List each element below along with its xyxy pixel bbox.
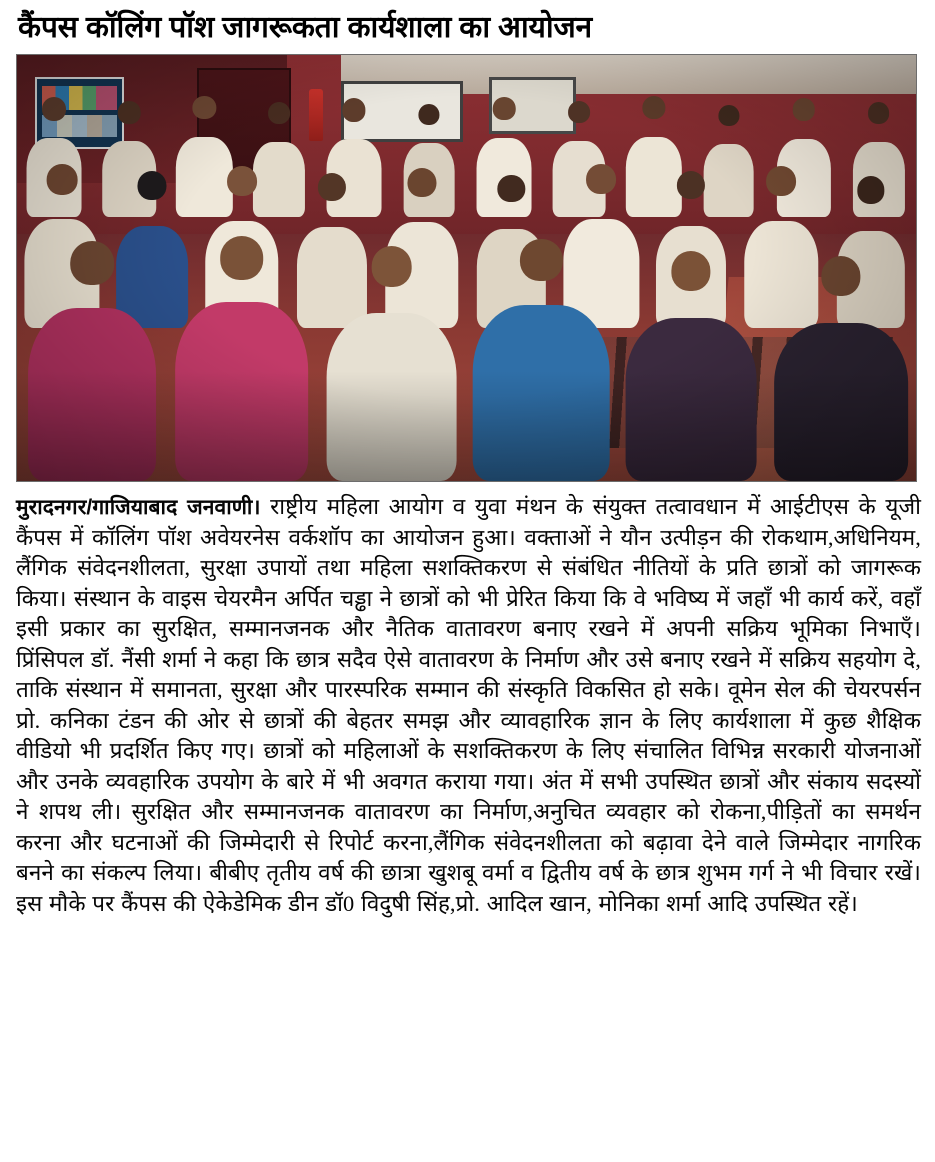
- article-body-text: राष्ट्रीय महिला आयोग व युवा मंथन के संयुक्त तत्वावधान में आईटीएस के यूजी कैंपस में कॉलिंग पॉश अवेयरनेस वर्कशॉप का आयोजन हुआ। वक्ताओं ने यौन उत्पीड़न की रोकथाम,अधिनियम, लैंगिक संवेदनशीलता, सुरक्षा उपायों तथा महिला सशक्तिकरण से संबंधित नीतियों के प्रति छात्रों को जागरूक किया। संस्थान के वाइस चेयरमैन अर्पित चड्ढा ने छात्रों को भी प्रेरित किया कि वे भविष्य में जहाँ भी कार्य करें, वहाँ इसी प्रकार का सुरक्षित, सम्मानजनक और नैतिक वातावरण बनाए रखने में अपनी सक्रिय भूमिका निभाएँ। प्रिंसिपल डॉ. नैंसी शर्मा ने कहा कि छात्र सदैव ऐसे वातावरण के निर्माण और उसे बनाए रखने में सक्रिय सहयोग दे, ताकि संस्थान में समानता, सुरक्षा और पारस्परिक सम्मान की संस्कृति विकसित हो सके। वूमेन सेल की चेयरपर्सन प्रो. कनिका टंडन की ओर से छात्रों की बेहतर समझ और व्यावहारिक ज्ञान के लिए कार्यशाला में कुछ शैक्षिक वीडियो भी प्रदर्शित किए गए। छात्रों को महिलाओं के सशक्तिकरण के लिए संचालित विभिन्न सरकारी योजनाओं और उनके व्यवहारिक उपयोग के बारे में भी अवगत कराया गया। अंत में सभी उपस्थित छात्रों और संकाय सदस्यों ने शपथ ली। सुरक्षित और सम्मानजनक वातावरण का निर्माण,अनुचित व्यवहार को रोकना,पीड़ितों का समर्थन करना और घटनाओं की जिम्मेदारी से रिपोर्ट करना,लैंगिक संवेदनशीलता को बढ़ावा देने वाले जिम्मेदार नागरिक बनने का संकल्प लिया। बीबीए तृतीय वर्ष की छात्रा खुशबू वर्मा व द्वितीय वर्ष के छात्र शुभम गर्ग ने भी विचार रखें। इस मौके पर कैंपस की ऐकेडेमिक डीन डॉ0 विदुषी सिंह,प्रो. आदिल खान, मोनिका शर्मा आदि उपस्थित रहें।: [16, 494, 921, 916]
- photo-scene: [17, 55, 916, 481]
- photo-vignette: [17, 55, 916, 481]
- article-body: [16, 492, 921, 919]
- article-dateline: मुरादनगर/गाजियाबाद जनवाणी।: [16, 496, 261, 520]
- article-photo: [16, 54, 917, 482]
- page-title: कैंपस कॉलिंग पॉश जागरूकता कार्यशाला का आयोजन: [18, 11, 592, 44]
